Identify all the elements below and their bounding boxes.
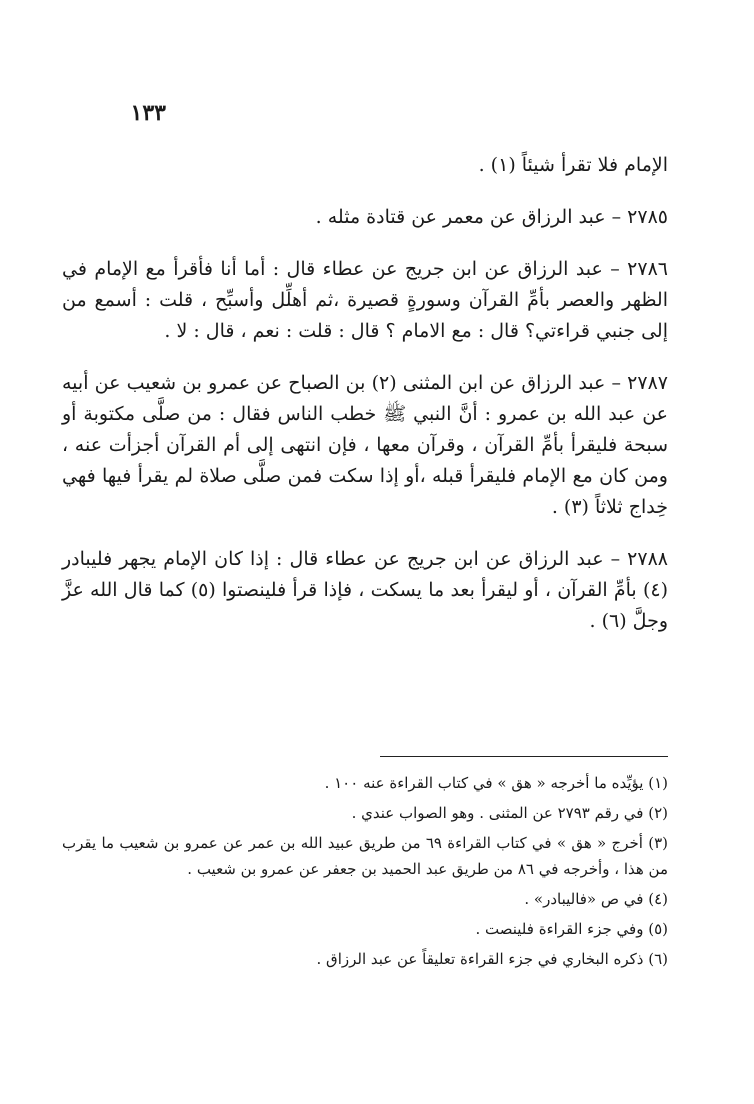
page-number: ١٣٣ [130, 100, 166, 126]
footnote-4: (٤) في ص «فاليبادر» . [524, 890, 668, 908]
footnote-6: (٦) ذكره البخاري في جزء القراءة تعليقاً عن عبد الرزاق . [316, 950, 668, 968]
hadith-2786: ٢٧٨٦ – عبد الرزاق عن ابن جريج عن عطاء قال : أما أنا فأقرأ مع الإمام في الظهر والعصر بأمِّ القرآن وسورةٍ قصيرة ،ثم أهلِّل وأسبِّح ، قلت : أسمع من إلى جنبي قراءتي؟ قال : مع الامام ؟ قال : قلت : نعم ، قال : لا . [62, 258, 668, 342]
footnote-1: (١) يؤيِّده ما أخرجه « هق » في كتاب القراءة عنه ١٠٠ . [324, 774, 668, 792]
footnote-2: (٢) في رقم ٢٧٩٣ عن المثنى . وهو الصواب عندي . [351, 804, 668, 822]
hadith-2788: ٢٧٨٨ – عبد الرزاق عن ابن جريج عن عطاء قال : إذا كان الإمام يجهر فليبادر (٤) بأمِّ القرآن ، أو ليقرأ بعد ما يسكت ، فإذا قرأ فلينصتوا (٥) كما قال الله عزَّ وجلَّ (٦) . [62, 548, 668, 632]
main-text [62, 150, 668, 658]
footnotes [62, 770, 668, 976]
hadith-2787: ٢٧٨٧ – عبد الرزاق عن ابن المثنى (٢) بن الصباح عن عمرو بن شعيب عن أبيه عن عبد الله بن عمرو : أنَّ النبي ﷺ خطب الناس فقال : من صلَّى مكتوبة أو سبحة فليقرأ بأمِّ القرآن ، وقرآن معها ، فإن انتهى إلى أم القرآن أجزأت عنه ، ومن كان مع الإمام فليقرأ قبله ،أو إذا سكت فمن صلَّى صلاة لم يقرأ فيها فهي خِداج ثلاثاً (٣) . [62, 372, 668, 518]
footnote-5: (٥) وفي جزء القراءة فلينصت . [475, 920, 668, 938]
hadith-2785: ٢٧٨٥ – عبد الرزاق عن معمر عن قتادة مثله . [315, 206, 668, 228]
footnote-divider [380, 756, 668, 757]
footnote-3: (٣) أخرج « هق » في كتاب القراءة ٦٩ من طريق عبيد الله بن عمر عن عمرو بن شعيب ما يقرب من هذا ، وأخرجه في ٨٦ من طريق عبد الحميد بن جعفر عن عمرو بن شعيب . [62, 834, 668, 878]
paragraph-continuation: الإمام فلا تقرأ شيئاً (١) . [478, 154, 668, 176]
